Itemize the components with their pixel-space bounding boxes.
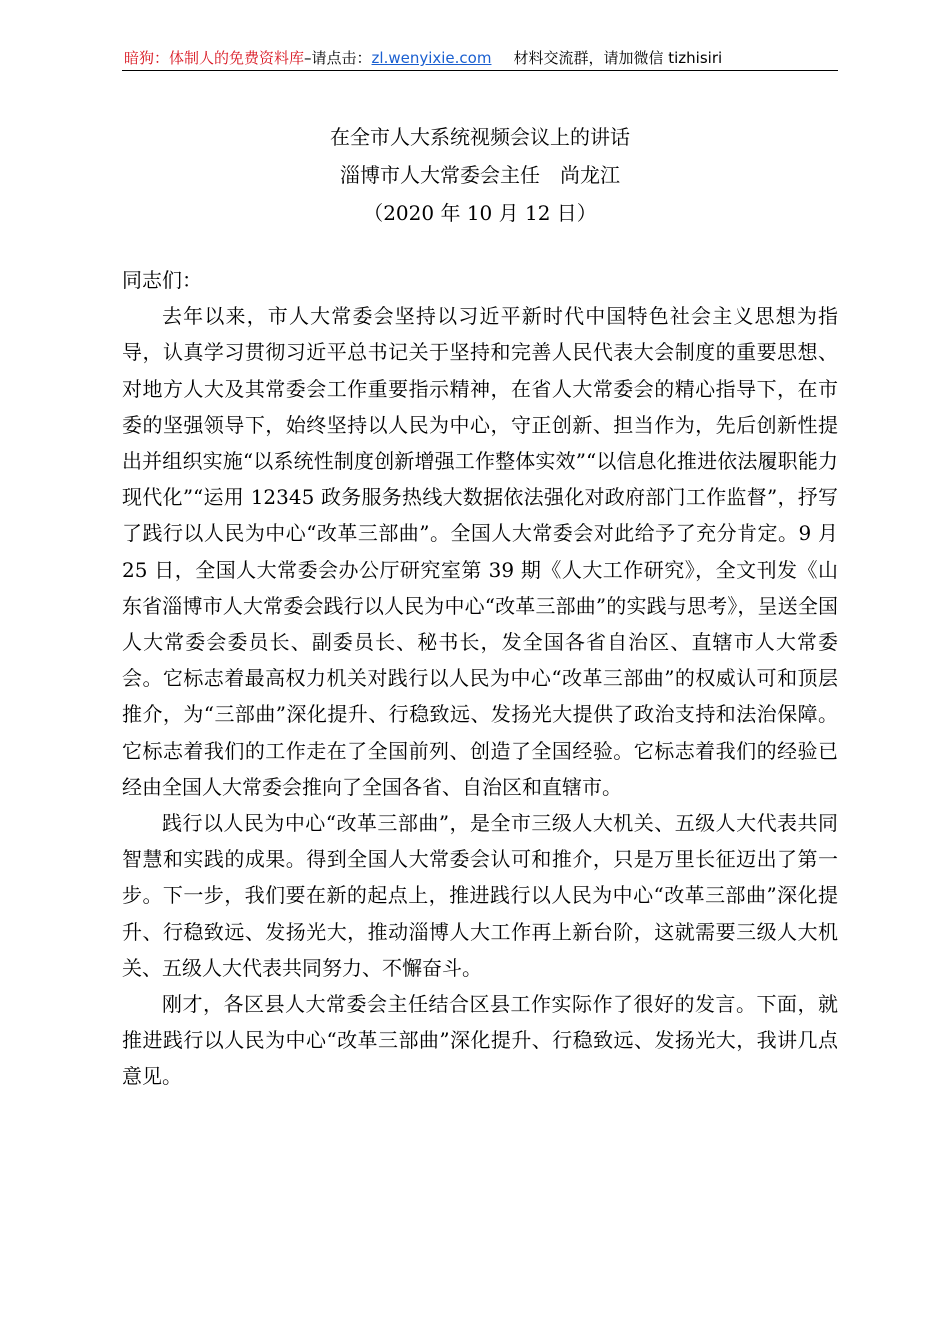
page-header: [124, 44, 838, 72]
document-title: 在全市人大系统视频会议上的讲话: [330, 125, 630, 149]
body-paragraph: 去年以来，市人大常委会坚持以习近平新时代中国特色社会主义思想为指导，认真学习贯彻习近平总书记关于坚持和完善人民代表大会制度的重要思想、对地方人大及其常委会工作重要指示精神，在省人大常委会的精心指导下，在市委的坚强领导下，始终坚持以人民为中心，守正创新、担当作为，先后创新性提出并组织实施“以系统性制度创新增强工作整体实效”“以信息化推进依法履职能力现代化”“运用 12345 政务服务热线大数据依法强化对政府部门工作监督”，抒写了践行以人民为中心“改革三部曲”。全国人大常委会对此给予了充分肯定。9 月 25 日，全国人大常委会办公厅研究室第 39 期《人大工作研究》，全文刊发《山东省淄博市人大常委会践行以人民为中心“改革三部曲”的实践与思考》，呈送全国人大常委会委员长、副委员长、秘书长，发全国各省自治区、直辖市人大常委会。它标志着最高权力机关对践行以人民为中心“改革三部曲”的权威认可和顶层推介，为“三部曲”深化提升、行稳致远、发扬光大提供了政治支持和法治保障。它标志着我们的工作走在了全国前列、创造了全国经验。它标志着我们的经验已经由全国人大常委会推向了全国各省、自治区和直辖市。: [122, 304, 838, 799]
document-body: [122, 262, 838, 1095]
body-paragraph: 践行以人民为中心“改革三部曲”，是全市三级人大机关、五级人大代表共同智慧和实践的成果。得到全国人大常委会认可和推介，只是万里长征迈出了第一步。下一步，我们要在新的起点上，推进践行以人民为中心“改革三部曲”深化提升、行稳致远、发扬光大，推动淄博人大工作再上新台阶，这就需要三级人大机关、五级人大代表共同努力、不懈奋斗。: [122, 811, 838, 980]
title-block: [122, 118, 838, 232]
contact-note: 材料交流群，请加微信 tizhisiri: [513, 49, 723, 67]
link-prompt: –请点击：: [304, 49, 372, 67]
website-link[interactable]: zl.wenyixie.com: [371, 49, 492, 67]
speech-date: （2020 年 10 月 12 日）: [363, 201, 597, 225]
body-paragraph: 刚才，各区县人大常委会主任结合区县工作实际作了很好的发言。下面，就推进践行以人民为中心“改革三部曲”深化提升、行稳致远、发扬光大，我讲几点意见。: [122, 992, 838, 1089]
site-name: 暗狗：体制人的免费资料库: [124, 49, 305, 67]
salutation: 同志们：: [122, 268, 202, 292]
header-divider: [122, 70, 838, 71]
speaker-line: 淄博市人大常委会主任 尚龙江: [340, 163, 620, 187]
